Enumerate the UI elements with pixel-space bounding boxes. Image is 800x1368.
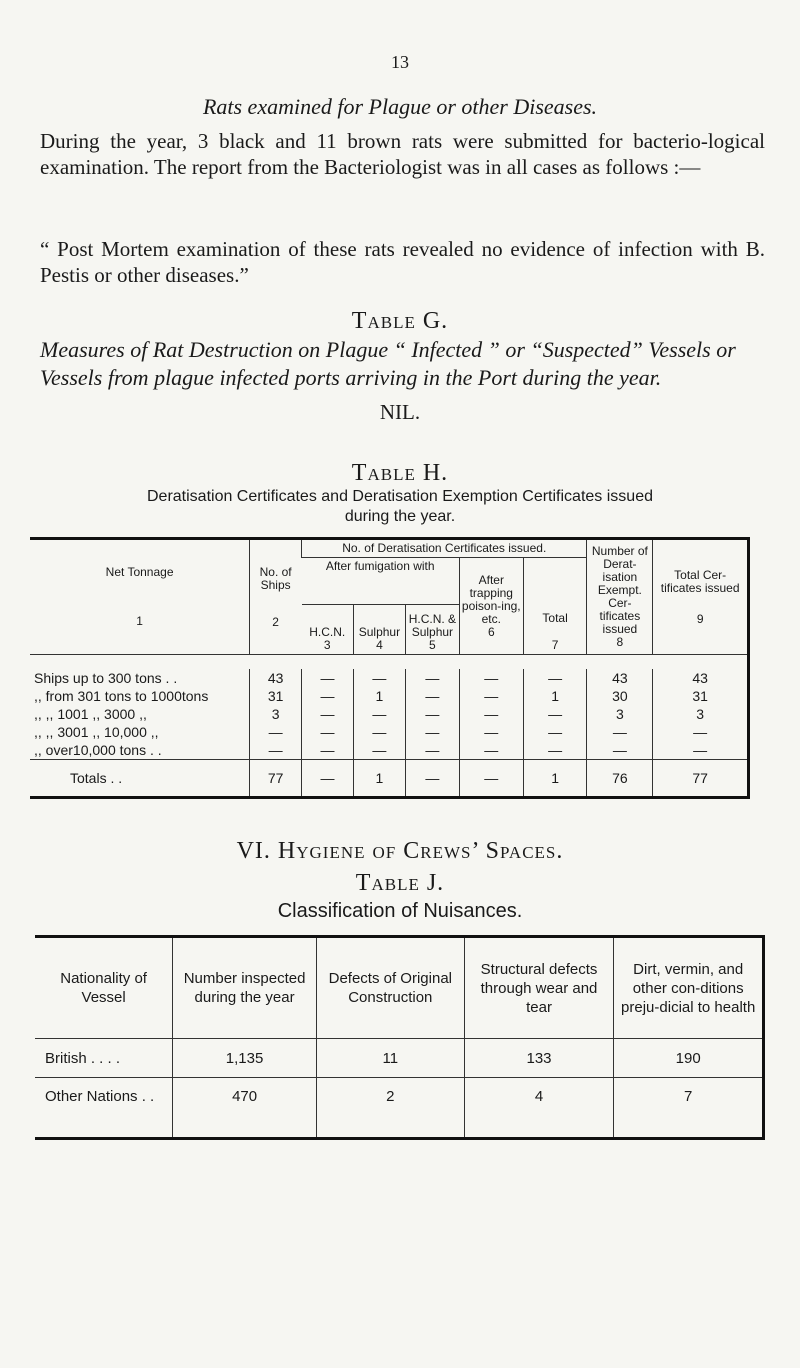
header-hcn-sulphur: H.C.N. & Sulphur 5	[405, 605, 459, 655]
table-row: Ships up to 300 tons . . 43 — — — — — 43 43	[30, 669, 749, 687]
header-exempt-certs: Number of Derat-isation Exempt. Cer-tificates issued 8	[587, 539, 653, 655]
header-deratisation-group: No. of Deratisation Certificates issued.	[302, 539, 587, 558]
table-g-title: Table G.	[351, 308, 449, 334]
header-no-ships: No. of Ships 2	[250, 539, 302, 655]
table-row: Other Nations . . 470 2 4 7	[35, 1078, 764, 1139]
table-row: ,, ,, 1001 ,, 3000 ,, 3 — — — — — 3 3	[30, 705, 749, 723]
header-hcn: H.C.N. 3	[302, 605, 354, 655]
section-vi-heading: VI. Hygiene of Crews’ Spaces.	[236, 838, 564, 864]
rats-paragraph: During the year, 3 black and 11 brown rats were submitted for bacterio-logical examination. The report from the Bacteriologist was in all cases as follows :—	[40, 129, 765, 179]
header-number-inspected: Number inspected during the year	[173, 937, 317, 1039]
header-sulphur: Sulphur 4	[353, 605, 405, 655]
header-after-fumigation: After fumigation with	[302, 558, 460, 605]
table-h-caption-2: during the year.	[344, 508, 456, 525]
header-after-trapping: After trapping poison-ing, etc. 6	[459, 558, 523, 655]
rats-quote: “ Post Mortem examination of these rats revealed no evidence of infection with B. Pestis or other diseases.”	[40, 237, 765, 287]
table-h-caption-1: Deratisation Certificates and Deratisation Exemption Certificates issued	[146, 488, 653, 505]
page-number: 13	[391, 52, 409, 72]
table-row: ,, from 301 tons to 1000tons 31 — 1 — — 1 30 31	[30, 687, 749, 705]
totals-row: Totals . . 77 — 1 — — 1 76 77	[30, 760, 749, 798]
rats-heading: Rats examined for Plague or other Diseases.	[202, 94, 598, 119]
header-total-certs: Total Cer-tificates issued 9	[653, 539, 749, 655]
table-g-caption: Measures of Rat Destruction on Plague “ Infected ” or “Suspected” Vessels or Vessels from plague infected ports arriving in the Port during the year.	[40, 337, 736, 390]
header-nationality: Nationality of Vessel	[35, 937, 173, 1039]
header-total: Total 7	[523, 558, 587, 655]
table-row: ,, over10,000 tons . . — — — — — — — —	[30, 741, 749, 760]
table-row: ,, ,, 3001 ,, 10,000 ,, — — — — — — — —	[30, 723, 749, 741]
table-h-title: Table H.	[351, 460, 449, 486]
header-net-tonnage: Net Tonnage 1	[30, 539, 250, 655]
table-h	[30, 537, 750, 799]
table-j	[35, 935, 765, 1140]
table-j-caption: Classification of Nuisances.	[277, 900, 523, 922]
header-defects-original: Defects of Original Construction	[316, 937, 464, 1039]
table-g-value: NIL.	[379, 400, 421, 424]
table-row: British . . . . 1,135 11 133 190	[35, 1039, 764, 1078]
table-j-title: Table J.	[355, 870, 445, 896]
header-dirt-vermin: Dirt, vermin, and other con-ditions preju-dicial to health	[614, 937, 764, 1039]
header-structural-defects: Structural defects through wear and tear	[464, 937, 614, 1039]
